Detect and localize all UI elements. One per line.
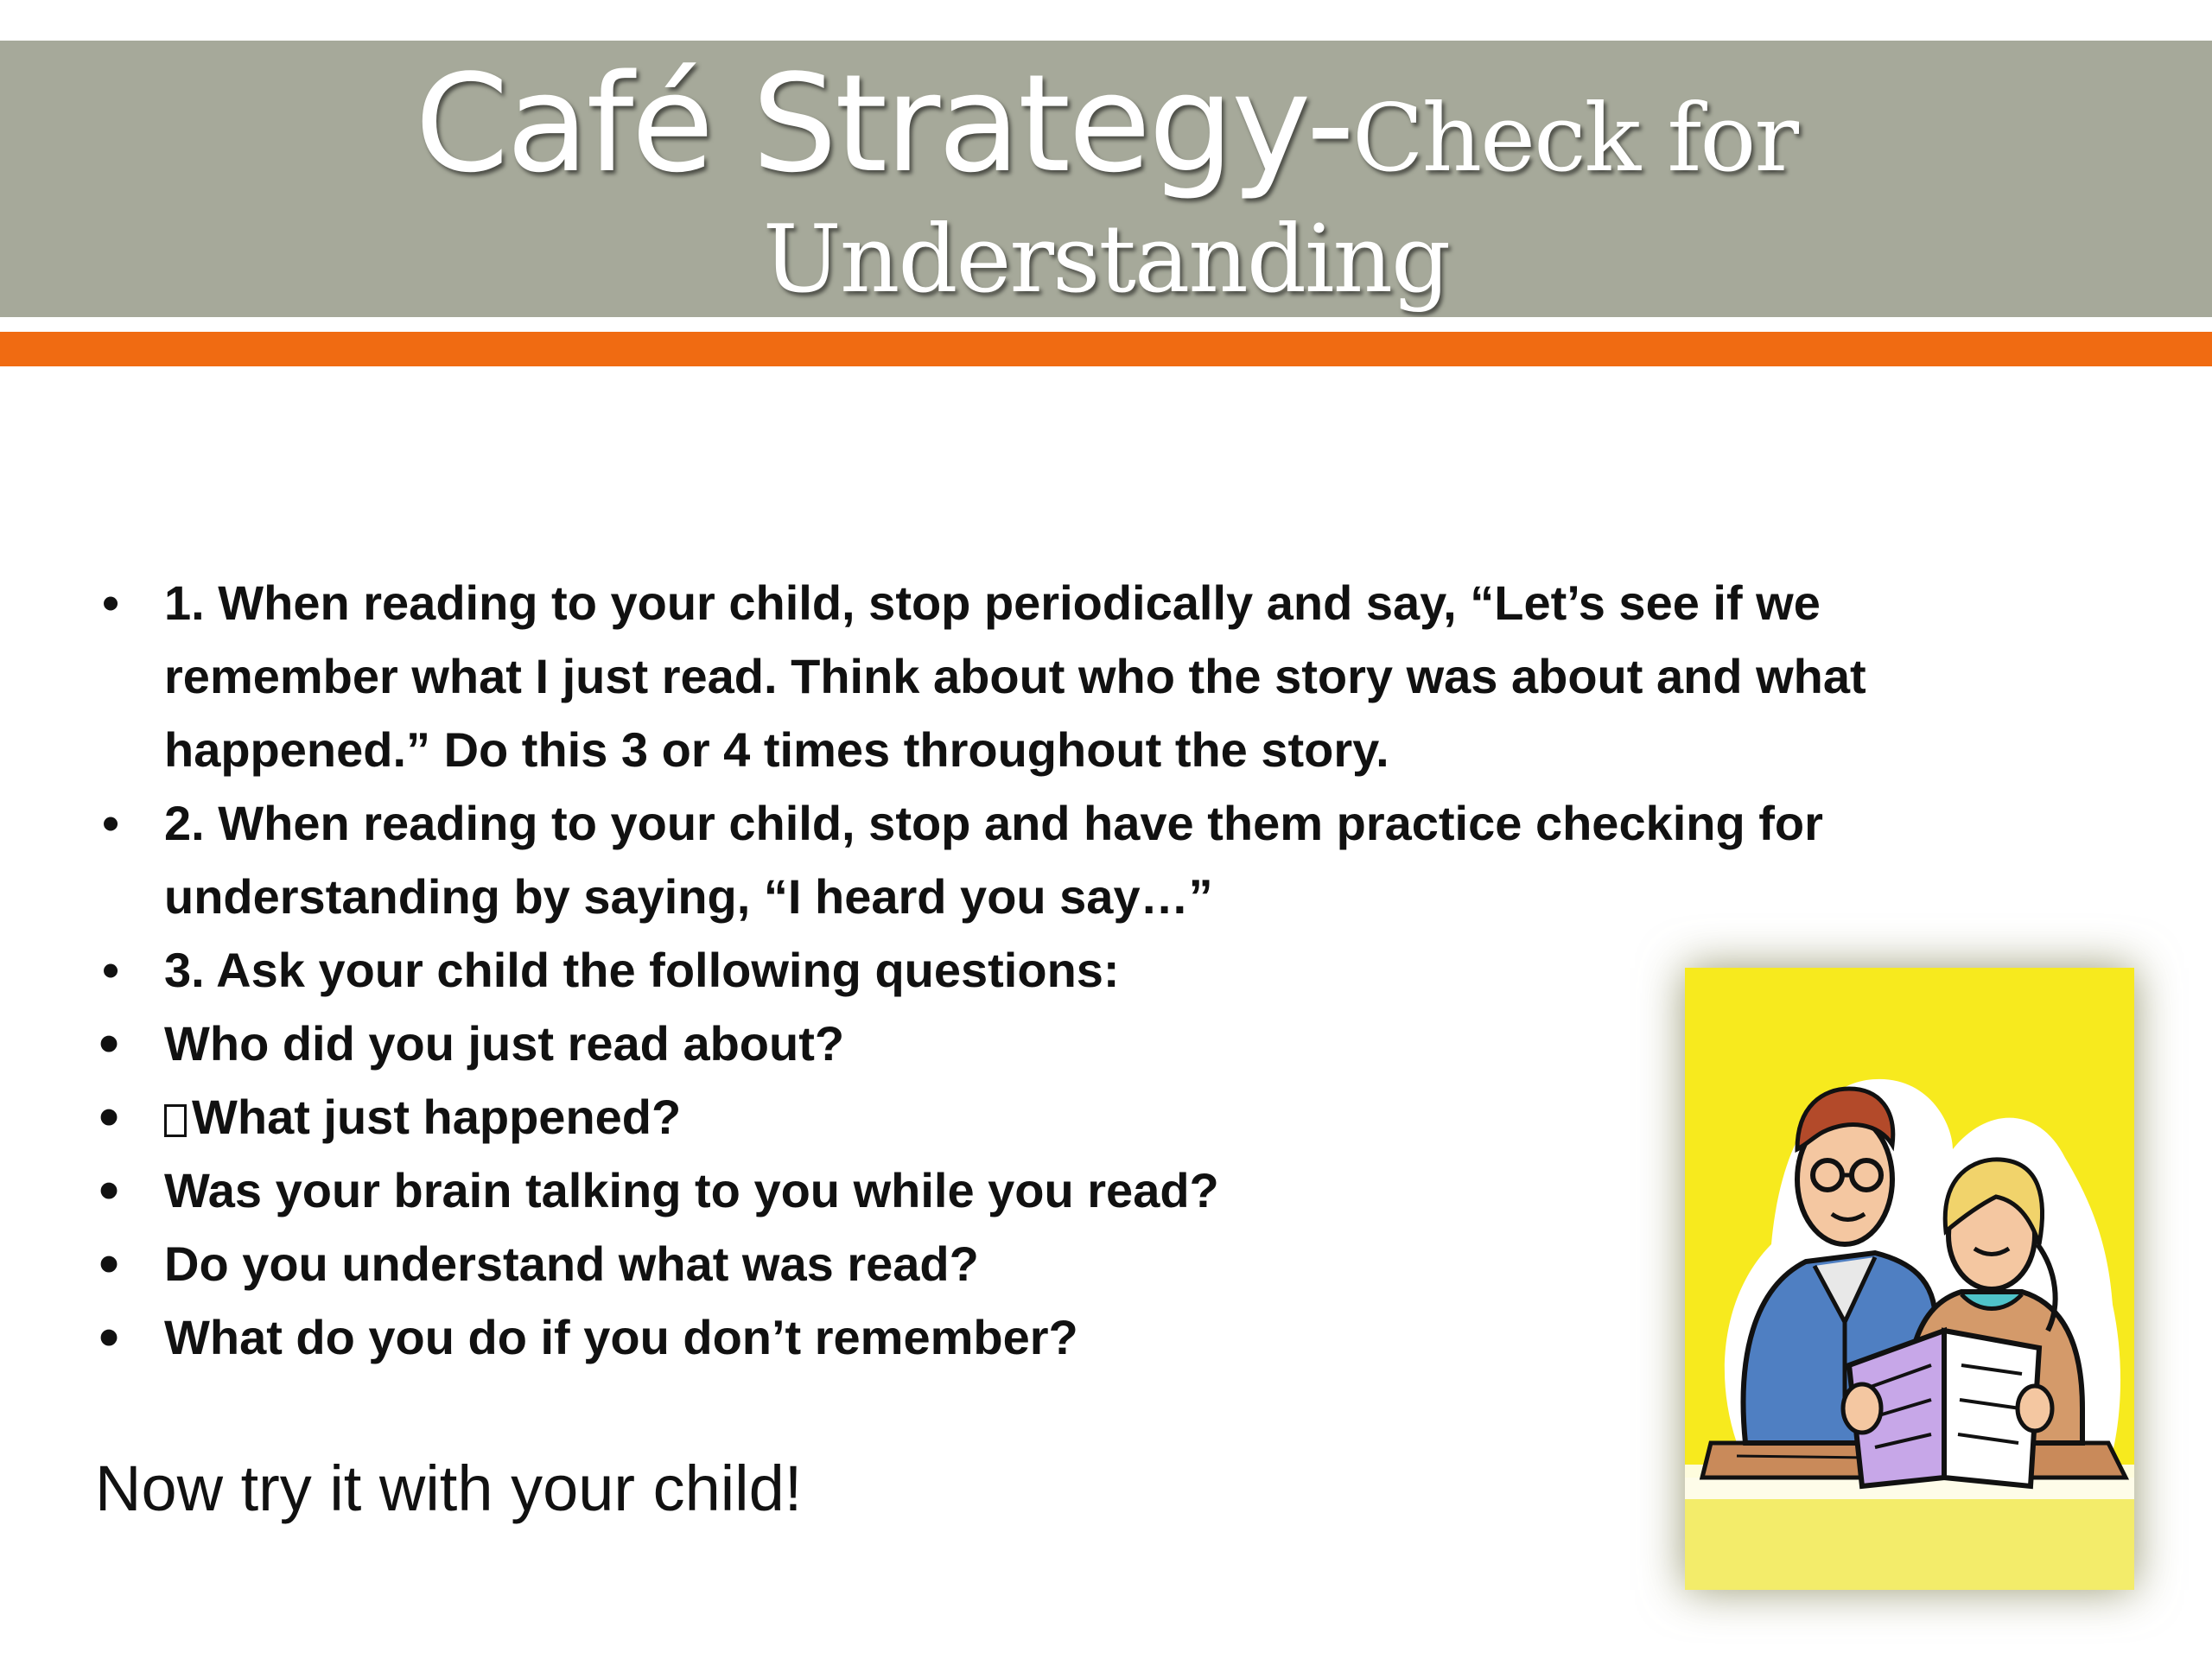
question-text: What just happened? (192, 1090, 682, 1144)
question-text: Who did you just read about? (164, 1016, 845, 1071)
title-line-2: Understanding (762, 206, 1450, 314)
bullet-marker: • (99, 1084, 119, 1148)
missing-glyph-icon (164, 1104, 187, 1137)
question-item (0, 1007, 1936, 1080)
question-item (0, 1080, 1936, 1154)
question-item (0, 1154, 1936, 1227)
closing-line: Now try it with your child! (95, 1452, 803, 1524)
title-main: Café Strategy- (415, 45, 1352, 202)
title-line-1 (0, 45, 2212, 202)
question-text: Do you understand what was read? (164, 1236, 979, 1291)
bullet-marker: • (99, 1305, 119, 1369)
question-text: Was your brain talking to you while you read? (164, 1163, 1219, 1217)
question-item (0, 1300, 1936, 1374)
accent-divider (0, 317, 2212, 332)
question-text: What do you do if you don’t remember? (164, 1310, 1078, 1364)
bullet-text: 1. When reading to your child, stop periodically and say, “Let’s see if we remember what I just read. Think about who the story was about and what happened.” Do this 3 or 4 times throughout the story. (164, 575, 1866, 777)
bullet-marker: • (102, 575, 119, 630)
title-sub: Check for (1351, 85, 1797, 193)
slide-title (0, 41, 2212, 339)
bullet-marker: • (102, 796, 119, 850)
question-item (0, 1227, 1936, 1300)
bullet-item (0, 786, 1936, 933)
bullet-text: 3. Ask your child the following questions: (164, 943, 1120, 997)
bullet-marker: • (99, 1158, 119, 1222)
bullet-marker: • (99, 1231, 119, 1295)
accent-bar (0, 332, 2212, 366)
bullet-marker: • (102, 943, 119, 997)
bullet-text: 2. When reading to your child, stop and have them practice checking for understanding by saying, “I heard you say…” (164, 796, 1823, 924)
bullet-item (0, 933, 1936, 1007)
bullet-marker: • (99, 1011, 119, 1075)
parent-reading-with-child-clipart-icon (1676, 959, 2143, 1599)
bullet-item (0, 566, 1936, 786)
